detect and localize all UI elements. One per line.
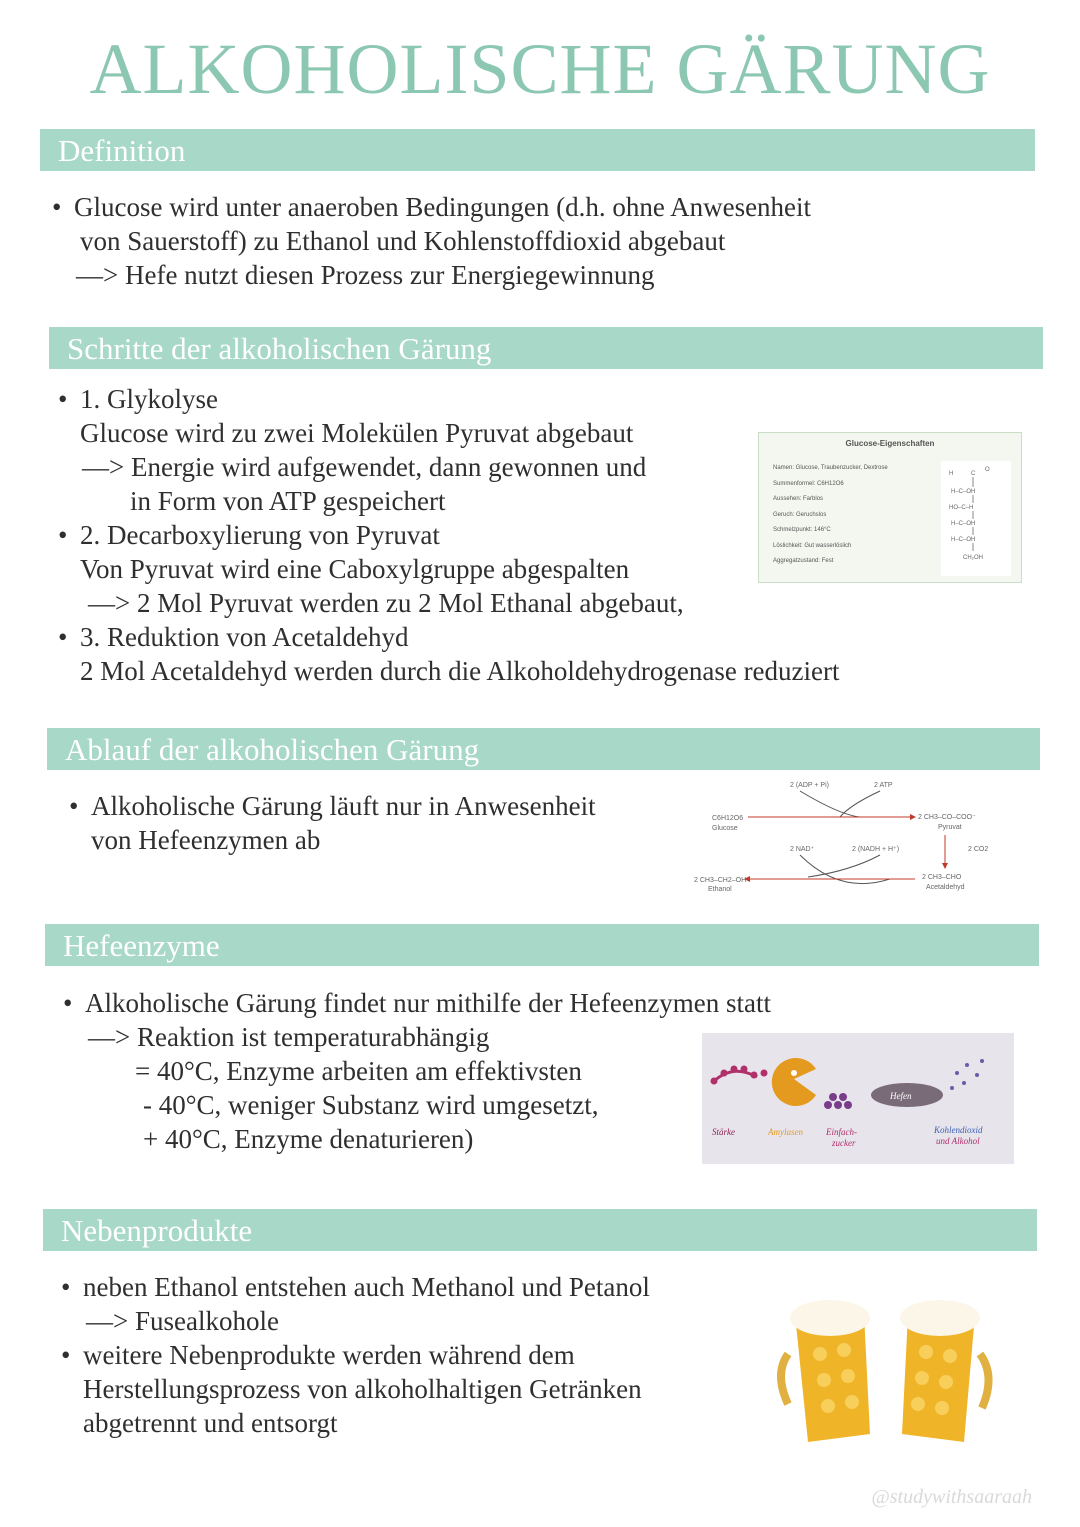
enzyme-illustration [702,1033,1014,1164]
glucose-structure-formula [941,461,1011,576]
nebenprodukte-line: • weitere Nebenprodukte werden während dem [83,1340,575,1371]
scheme-glucose: Glucose [712,825,738,832]
schritte-line: Glucose wird zu zwei Molekülen Pyruvat abgebaut [80,418,634,448]
starke-label: Stärke [712,1127,735,1137]
ablauf-line: von Hefeenzymen ab [91,825,321,855]
svg-text:C: C [971,471,976,477]
ablauf-line: • Alkoholische Gärung läuft nur in Anwesenheit [91,791,596,822]
amylasen-label: Amylasen [768,1127,803,1137]
section-heading: Schritte der alkoholischen Gärung [67,331,492,366]
schritte-line: 2 Mol Acetaldehyd werden durch die Alkoholdehydrogenase reduziert [80,656,840,686]
hefeenzyme-line: - 40°C, weniger Substanz wird umgesetzt, [143,1090,599,1120]
schritte-line: —> 2 Mol Pyruvat werden zu 2 Mol Ethanal abgebaut, [88,588,684,618]
section-header-ablauf [47,728,1040,770]
schritte-line: Von Pyruvat wird eine Caboxylgruppe abgespalten [80,554,630,584]
nebenprodukte-line: abgetrennt und entsorgt [83,1408,338,1438]
nebenprodukte-line: —> Fusealkohole [86,1306,279,1336]
section-heading: Definition [58,133,186,168]
fermentation-scheme-diagram [690,775,1010,900]
page-title: ALKOHOLISCHE GÄRUNG [89,29,991,109]
glucose-prop: Summenformel: C6H12O6 [773,480,844,487]
glucose-prop: Schmelzpunkt: 146°C [773,527,831,533]
scheme-ethanol: Ethanol [708,886,732,893]
definition-line: von Sauerstoff) zu Ethanol und Kohlenstoffdioxid abgebaut [80,226,726,256]
hefeenzyme-line: —> Reaktion ist temperaturabhängig [88,1022,490,1052]
svg-text:CH₂OH: CH₂OH [963,555,983,561]
hefeenzyme-line: • Alkoholische Gärung findet nur mithilfe der Hefeenzymen statt [85,988,771,1019]
svg-text:O: O [985,467,990,473]
schritte-line: in Form von ATP gespeichert [130,486,446,516]
definition-line: • Glucose wird unter anaeroben Bedingungen (d.h. ohne Anwesenheit [74,192,811,223]
svg-text:HO–C–H: HO–C–H [949,505,974,511]
scheme-ethanol-formula: 2 CH3–CH2–OH [694,877,747,884]
svg-text:H–C–OH: H–C–OH [951,489,976,495]
svg-text:H: H [949,471,954,477]
svg-text:H–C–OH: H–C–OH [951,537,976,543]
section-header-definition [40,129,1035,171]
section-heading: Nebenprodukte [61,1213,253,1248]
glucose-prop: Aggregatzustand: Fest [773,558,834,564]
glucose-prop: Geruch: Geruchslos [773,511,827,518]
scheme-atp: 2 ATP [874,782,893,789]
glucose-prop: Namen: Glucose, Traubenzucker, Dextrose [773,465,888,471]
einfach-label: Einfach- [826,1127,857,1137]
scheme-glucose-formula: C6H12O6 [712,815,744,822]
scheme-co2: 2 CO2 [968,846,989,853]
glucose-prop: Aussehen: Farblos [773,496,824,502]
scheme-nadh: 2 (NADH + H⁺) [852,846,900,853]
beer-mugs-illustration [768,1284,1000,1446]
nebenprodukte-line: • neben Ethanol entstehen auch Methanol und Petanol [83,1272,650,1303]
scheme-pyruvat: Pyruvat [938,824,962,831]
section-header-schritte [49,327,1043,369]
schritte-line: • 1. Glykolyse [80,384,218,415]
scheme-acetal-formula: 2 CH3–CHO [922,874,962,881]
scheme-acetal: Acetaldehyd [926,884,965,891]
hefeenzyme-line: = 40°C, Enzyme arbeiten am effektivsten [135,1056,582,1086]
scheme-adp: 2 (ADP + Pi) [790,782,829,789]
glucose-properties-card [758,432,1022,583]
section-header-nebenprodukte [43,1209,1037,1251]
schritte-line: • 3. Reduktion von Acetaldehyd [80,622,408,653]
watermark: @studywithsaaraah [871,1486,1032,1508]
scheme-nad: 2 NAD⁺ [790,846,815,853]
definition-line: —> Hefe nutzt diesen Prozess zur Energiegewinnung [76,260,655,290]
kohlen-label: Kohlendioxid [934,1125,983,1135]
section-heading: Ablauf der alkoholischen Gärung [65,732,480,767]
einfach-label: zucker [832,1138,856,1148]
scheme-pyruvat-formula: 2 CH3–CO–COO⁻ [918,814,976,821]
nebenprodukte-line: Herstellungsprozess von alkoholhaltigen Getränken [83,1374,642,1404]
glucose-prop: Löslichkeit: Gut wasserlöslich [773,542,852,549]
glucose-card-title: Glucose-Eigenschaften [845,439,935,448]
schritte-line: —> Energie wird aufgewendet, dann gewonnen und [82,452,647,482]
schritte-line: • 2. Decarboxylierung von Pyruvat [80,520,440,551]
hefen-label: Hefen [890,1091,912,1101]
hefeenzyme-line: + 40°C, Enzyme denaturieren) [143,1124,474,1154]
section-heading: Hefeenzyme [63,928,220,963]
section-header-hefeenzyme [45,924,1039,966]
kohlen-label: und Alkohol [936,1136,980,1146]
svg-text:H–C–OH: H–C–OH [951,521,976,527]
